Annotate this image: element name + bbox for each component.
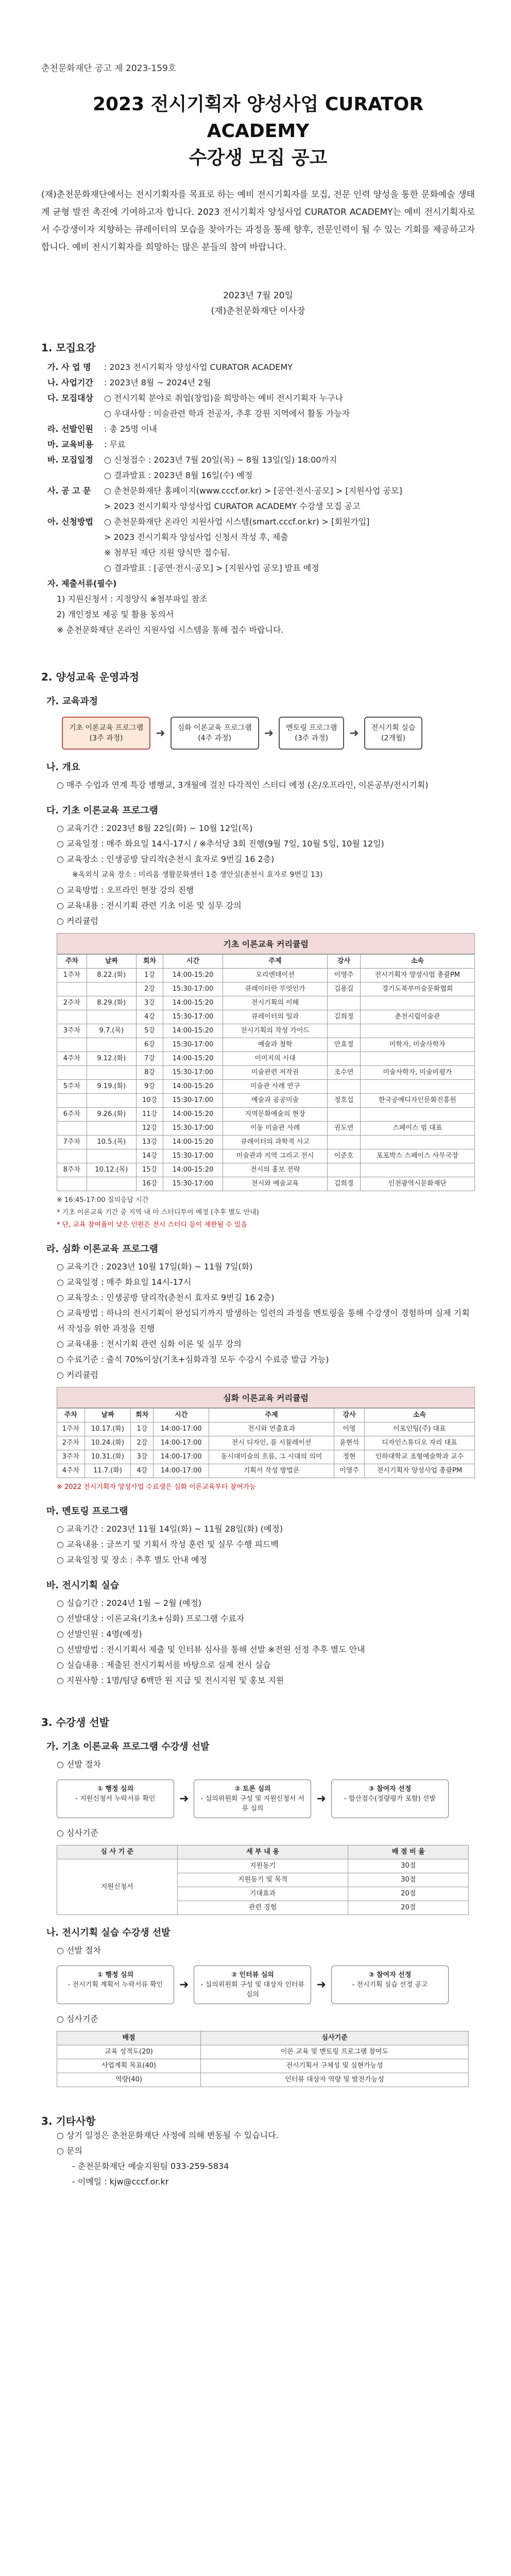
intro-paragraph: (재)춘천문화재단에서는 전시기획자를 목표로 하는 예비 전시기획자를 모집, 전문 인력 양성을 통한 문화예술 생태계 균형 발전 촉진에 기여하고자 합니다. 2023 전시기획자 양성사업 CURATOR ACADEMY는 예비 전시기획자로서 수강생이자 지향하는 큐레이터의 모습을 찾아가는 과정을 통해 향후, 전문인력이 될 수 있는 기회를 제공하고자 합니다. 예비 전시기획자를 희망하는 많은 분들의 참여 바랍니다. [41, 190, 475, 252]
practice-heading: 바. 전시기획 실습 [46, 1580, 120, 1591]
title-line-1: 2023 전시기획자 양성사업 CURATOR ACADEMY [92, 94, 424, 142]
recruit-row: 자. 제출서류(필수) [47, 579, 117, 588]
issue-date-block [41, 288, 475, 319]
table-cell: 1강 [136, 969, 163, 982]
table-cell: 14강 [136, 1149, 163, 1163]
table-cell: 14:00-15:20 [163, 1024, 223, 1038]
recruit-row: 아. 신청방법 ○ 춘천문화재단 온라인 지원사업 시스템(smart.cccf.or.kr) > [회원가입] [47, 517, 370, 527]
table-cell: 전시 디자인, 룸 시뮬레이션 [209, 1436, 334, 1450]
table-cell: 4강 [131, 1464, 154, 1478]
recruit-row: 가. 사 업 명 : 2023 전시기획자 양성사업 CURATOR ACADEMY [47, 362, 293, 372]
arrow-right-icon: ➜ [264, 726, 274, 740]
table-cell: 안효정 [328, 1038, 360, 1052]
basic-program-heading: 다. 기초 이론교육 프로그램 [46, 805, 158, 816]
doc-item: ※ 춘천문화재단 온라인 지원사업 시스템을 통해 접수 바랍니다. [57, 625, 284, 635]
table-cell: 4주차 [57, 1464, 85, 1478]
table-cell: 14:00-17:00 [154, 1464, 209, 1478]
basic-row: ※옥외식 교육 장소 : 미리움 생활문화센터 1층 생안실(춘천시 효자로 9번길 13) [72, 871, 323, 879]
table-cell: 전시의 홍보 전략 [223, 1163, 328, 1177]
table-cell [87, 1094, 136, 1108]
recruit-row: 다. 모집대상 ○ 전시기획 분야로 취업(창업)을 희망하는 예비 전시기획자 누구나 [47, 393, 343, 403]
table-cell [87, 1122, 136, 1136]
table-cell: 10.5.(목) [87, 1136, 136, 1149]
criteria-label: ○ 심사기준 [57, 1828, 98, 1838]
table-cell: 9.26.(화) [87, 1108, 136, 1122]
table-row [57, 1464, 475, 1478]
table-cell: 4강 [136, 1010, 163, 1024]
table-cell: 8주차 [57, 1163, 87, 1177]
table-row [57, 982, 475, 996]
table-cell: 전시와 예술교육 [223, 1177, 328, 1191]
table-cell: 춘천시립미술관 [360, 1010, 474, 1024]
table-cell [328, 1080, 360, 1094]
table-row [57, 1163, 475, 1177]
recruit-row: 나. 사업기간 : 2023년 8월 ~ 2024년 2월 [47, 378, 211, 387]
table-cell [57, 1149, 87, 1163]
practice-selection-heading: 나. 전시기획 실습 수강생 선발 [46, 1927, 171, 1938]
table-cell [328, 1108, 360, 1122]
basic-note: * 기초 이론교육 기간 중 지역 내 미 스터디투어 예정 (추후 별도 안내) [57, 1209, 259, 1216]
table-cell: 전시기획자 양성사업 총괄PM [360, 969, 474, 982]
table-cell: 14:00-15:20 [163, 996, 223, 1010]
table-cell: 15:30-17:00 [163, 1122, 223, 1136]
advanced-program-heading: 라. 심화 이론교육 프로그램 [46, 1244, 158, 1255]
table-cell: 미술사학자, 미술비평가 [360, 1066, 474, 1080]
table-cell: 미학자, 미술사학자 [360, 1038, 474, 1052]
flow-step-basic: 기초 이론교육 프로그램 (3주 과정) [62, 717, 150, 750]
recruit-row: 마. 교육비용 : 무료 [47, 439, 126, 449]
table-row [57, 1094, 475, 1108]
table-cell: 12강 [136, 1122, 163, 1136]
table-row [57, 996, 475, 1010]
adv-row: ○ 교육방법 : 하나의 전시기획이 완성되기까지 발생하는 일련의 과정을 멘토링을 통해 수강생이 경험하며 실제 기획서 작성을 위한 과정을 진행 [57, 1308, 470, 1333]
table-cell: 큐레이터의 과학적 사고 [223, 1136, 328, 1149]
table-cell: 5주차 [57, 1080, 87, 1094]
table-cell: 전시기획의 이해 [223, 996, 328, 1010]
practice-row: ○ 선발인원 : 4명(예정) [57, 1629, 142, 1639]
table-cell [360, 1052, 474, 1066]
mentoring-heading: 마. 멘토링 프로그램 [46, 1506, 128, 1517]
basic-row: ○ 교육내용 : 전시기획 관련 기초 이론 및 실무 강의 [57, 901, 242, 910]
table-cell: 14:00-17:00 [154, 1422, 209, 1436]
adv-row: ○ 수료기준 : 출석 70%이상(기초+심화과정 모두 수강시 수료증 발급 가능) [57, 1354, 329, 1364]
selection-flow-basic [57, 1780, 475, 1818]
table-header-cell: 강사 [334, 1409, 365, 1422]
basic-row: ○ 커리큘럼 [57, 916, 98, 926]
page-title [41, 91, 475, 172]
table-cell: 경기도북부미술문화협회 [360, 982, 474, 996]
selection-procedure-label: ○ 선발 절차 [57, 1945, 101, 1955]
section-selection-heading: 3. 수강생 선발 [41, 1716, 110, 1728]
adv-row: ○ 교육장소 : 인생공방 달리작(춘천시 효자로 9번길 16 2층) [57, 1293, 275, 1302]
table-cell [57, 1010, 87, 1024]
table-header-cell: 시간 [154, 1409, 209, 1422]
table-cell: 8강 [136, 1066, 163, 1080]
table-cell: 전시기획자 양성사업 총괄PM [364, 1464, 474, 1478]
table-cell [328, 996, 360, 1010]
table-header-cell: 소속 [364, 1409, 474, 1422]
table-cell: 14:00-15:20 [163, 1108, 223, 1122]
section-course-heading: 2. 양성교육 운영과정 [41, 671, 139, 683]
table-cell: 14:00-15:20 [163, 1080, 223, 1094]
table-row [57, 1450, 475, 1464]
practice-row: ○ 지원사항 : 1명/팀당 6백만 원 지급 및 전시지원 및 홍보 지원 [57, 1675, 284, 1685]
table-cell: 9.7.(목) [87, 1024, 136, 1038]
table-cell: 10.24.(화) [84, 1436, 130, 1450]
table-cell: 2강 [136, 982, 163, 996]
table-cell [360, 1163, 474, 1177]
table-cell: 지역문화예술의 현장 [223, 1108, 328, 1122]
notice-number: 춘천문화재단 공고 제 2023-159호 [41, 63, 177, 74]
table-row [57, 1149, 475, 1163]
recruit-row: > 2023 전시기획자 양성사업 CURATOR ACADEMY 수강생 모집 공고 [104, 501, 361, 511]
adv-row: ○ 교육기간 : 2023년 10월 17일(화) ~ 11월 7일(화) [57, 1262, 253, 1272]
table-cell [57, 1066, 87, 1080]
table-cell: 한국공예디자인문화진흥원 [360, 1094, 474, 1108]
issuing-organization: (재)춘천문화재단 이사장 [211, 306, 305, 316]
table-cell: 정현 [334, 1450, 365, 1464]
table-row [57, 1080, 475, 1094]
table-cell: 2강 [131, 1436, 154, 1450]
recruit-row: ○ 우대사항 : 미술관련 학과 전공자, 추후 강원 지역에서 활동 가능자 [104, 409, 350, 418]
table-cell: 오리엔테이션 [223, 969, 328, 982]
table-cell [57, 1038, 87, 1052]
table-cell: 11.7.(화) [84, 1464, 130, 1478]
table-cell: 8.22.(화) [87, 969, 136, 982]
table-cell: 10.17.(화) [84, 1422, 130, 1436]
table-cell: 이미지의 시대 [223, 1052, 328, 1066]
table-cell: 6강 [136, 1038, 163, 1052]
table-cell: 동시대미술의 흐름, 그 시대의 의미 [209, 1450, 334, 1464]
table-cell [87, 982, 136, 996]
selection-flow-practice [57, 1965, 475, 2004]
table-row [57, 1177, 475, 1191]
table-cell [57, 982, 87, 996]
table-cell: 10강 [136, 1094, 163, 1108]
table-cell [87, 1066, 136, 1080]
selection-step: ② 인터뷰 심의 - 심의위원회 구성 및 대상자 인터뷰 심의 [194, 1965, 311, 2004]
table-cell: 전시기획의 작성 가이드 [223, 1024, 328, 1038]
basic-row: ○ 교육방법 : 오프라인 현장 강의 진행 [57, 885, 194, 895]
basic-note-warning: * 단, 교육 참여율이 낮은 인원은 전시 스터디 등이 제한될 수 있음 [57, 1221, 248, 1229]
table-cell: 5강 [136, 1024, 163, 1038]
recruit-row: 사. 공 고 문 ○ 춘천문화재단 홈페이지(www.cccf.or.kr) > [공연·전시·공모] > [지원사업 공모] [47, 486, 402, 496]
table-cell: 3주차 [57, 1450, 85, 1464]
recruit-row: ○ 결과발표 : [공연·전시·공모] > [지원사업 공모] 발표 예정 [104, 563, 319, 573]
doc-item: 2) 개인정보 제공 및 활용 동의서 [57, 609, 174, 619]
table-header-cell: 회차 [131, 1409, 154, 1422]
table-cell: 15:30-17:00 [163, 1094, 223, 1108]
section-recruitment-heading: 1. 모집요강 [41, 342, 96, 354]
table-cell [87, 1038, 136, 1052]
adv-row: ○ 교육일정 : 매주 화요일 14시-17시 [57, 1277, 192, 1287]
table-row [57, 1052, 475, 1066]
table-cell: 10.31.(화) [84, 1450, 130, 1464]
basic-row: ○ 교육일정 : 매주 화요일 14시-17시 / ※추석당 3회 진행(9월 7일, 10월 5일, 10월 12일) [57, 839, 384, 849]
table-cell: 권도연 [328, 1122, 360, 1136]
table-cell: 미술관 사례 연구 [223, 1080, 328, 1094]
table-row [57, 1010, 475, 1024]
selection-step: ① 행정 심의 - 전시기획 계획서 누락서류 확인 [57, 1965, 174, 2004]
table-row [57, 1136, 475, 1149]
table-cell: 8.29.(화) [87, 996, 136, 1010]
table-cell: 13강 [136, 1136, 163, 1149]
basic-table-title: 기초 이론교육 커리큘럼 [57, 933, 475, 954]
table-cell [87, 1177, 136, 1191]
table-cell: 10.12.(목) [87, 1163, 136, 1177]
table-cell: 7주차 [57, 1136, 87, 1149]
selection-step: ② 토론 심의 - 심의위원회 구성 및 지원신청서 서류 심의 [194, 1780, 311, 1818]
table-header-cell: 주제 [209, 1409, 334, 1422]
table-header-cell: 강사 [328, 955, 360, 969]
basic-row: ○ 교육기간 : 2023년 8월 22일(화) ~ 10월 12일(목) [57, 823, 253, 833]
table-header-cell: 시간 [163, 955, 223, 969]
table-cell: 1주차 [57, 1422, 85, 1436]
advanced-table-title: 심화 이론교육 커리큘럼 [57, 1387, 475, 1408]
overview-text: ○ 매주 수업과 연계 특강 병행교, 3개월에 걸친 다각적인 스터디 예정 (온/오프라인, 이론공부/전시기획) [57, 780, 429, 790]
table-cell: 6주차 [57, 1108, 87, 1122]
table-cell: 인천광역시문화재단 [360, 1177, 474, 1191]
table-cell: 조수연 [328, 1066, 360, 1080]
table-cell: 이영주 [334, 1464, 365, 1478]
basic-row: ○ 교육장소 : 인생공방 달리작(춘천시 효자로 9번길 16 2층) [57, 854, 275, 864]
advanced-note: ※ 2022 전시기획자 양성사업 수료생은 심화 이론교육부터 참여가능 [57, 1483, 256, 1491]
table-cell: 15:30-17:00 [163, 1010, 223, 1024]
table-header-cell: 날짜 [87, 955, 136, 969]
table-header-cell: 주제 [223, 955, 328, 969]
arrow-right-icon: ➜ [316, 1978, 326, 1991]
table-row [57, 1066, 475, 1080]
basic-note: ※ 16:45-17:00 질의응답 시간 [57, 1196, 149, 1204]
table-cell [360, 996, 474, 1010]
table-cell [57, 1177, 87, 1191]
table-cell: 2주차 [57, 996, 87, 1010]
table-cell: 14:00-15:20 [163, 1052, 223, 1066]
table-cell: 정호섭 [328, 1094, 360, 1108]
table-cell: 9.12.(화) [87, 1052, 136, 1066]
selection-step: ③ 참여자 선정 - 합산점수(정량평가 포함) 선발 [331, 1780, 449, 1818]
mentor-row: ○ 교육내용 : 글쓰기 및 기획서 작성 훈련 및 실무 수행 피드백 [57, 1539, 279, 1549]
course-flow [62, 717, 475, 750]
practice-row: ○ 실습내용 : 제출된 전시기획서를 바탕으로 실제 전시 실습 [57, 1660, 271, 1670]
table-cell: 15:30-17:00 [163, 1038, 223, 1052]
section-misc-heading: 3. 기타사항 [41, 2115, 96, 2127]
table-cell: 14:00-15:20 [163, 1136, 223, 1149]
table-cell: 큐레이터의 일과 [223, 1010, 328, 1024]
table-cell: 14:00-17:00 [154, 1436, 209, 1450]
selection-step: ① 행정 심의 - 지원신청서 누락서류 확인 [57, 1780, 174, 1818]
table-cell [57, 1122, 87, 1136]
criteria-table-practice: 배점 심사기준 교육 성적도(20) 이론 교육 및 멘토링 프로그램 참여도 사업계획 목표(40) 전시기획서 구체성 및 실현가능성 역량(40) 인터뷰 대상자 역량 및 발전가능성 [57, 2031, 469, 2087]
arrow-right-icon: ➜ [179, 1792, 189, 1805]
table-cell [328, 1024, 360, 1038]
table-cell: 9강 [136, 1080, 163, 1094]
table-cell: 윤현석 [334, 1436, 365, 1450]
misc-row: ○ 문의 [57, 2146, 82, 2156]
table-cell: 14:00-15:20 [163, 1163, 223, 1177]
table-cell: 14:00-17:00 [154, 1450, 209, 1464]
course-structure-heading: 가. 교육과정 [46, 696, 98, 707]
table-row [57, 1038, 475, 1052]
table-cell: 스페이스 빔 대표 [360, 1122, 474, 1136]
table-cell: 김용길 [328, 982, 360, 996]
table-header-cell: 주차 [57, 1409, 85, 1422]
table-cell [360, 1108, 474, 1122]
table-cell: 이준호 [328, 1149, 360, 1163]
table-cell [87, 1010, 136, 1024]
table-cell: 1강 [131, 1422, 154, 1436]
mentor-row: ○ 교육기간 : 2023년 11월 14일(화) ~ 11월 28일(화) (예정) [57, 1524, 283, 1534]
table-cell [87, 1149, 136, 1163]
table-cell: 전시와 연출효과 [209, 1422, 334, 1436]
table-cell: 디자인스튜디오 자리 대표 [364, 1436, 474, 1450]
table-cell: 이동 미술관 사례 [223, 1122, 328, 1136]
table-row [57, 1422, 475, 1436]
table-row [57, 1436, 475, 1450]
table-cell: 15:30-17:00 [163, 982, 223, 996]
table-cell [360, 1080, 474, 1094]
overview-heading: 나. 개요 [46, 762, 80, 773]
recruit-row: 바. 모집일정 ○ 신청접수 : 2023년 7월 20일(목) ~ 8월 13일(일) 18:00까지 [47, 455, 337, 465]
criteria-table-basic: 심 사 기 준 세 부 내 용 배 점 비 율 지원신청서 지원동기 30점 지원동기 및 목적 30점 기대효과 20점 관련 경험 20점 [57, 1845, 469, 1915]
mentor-row: ○ 교육일정 및 장소 : 추후 별도 안내 예정 [57, 1555, 207, 1565]
doc-item: 1) 지원신청서 : 지정양식 ※첨부파일 참조 [57, 594, 208, 604]
table-cell: 김희경 [328, 1177, 360, 1191]
arrow-right-icon: ➜ [179, 1978, 189, 1991]
flow-step-advanced: 심화 이론교육 프로그램 (4주 과정) [171, 717, 259, 750]
table-cell: 예술과 공공미술 [223, 1094, 328, 1108]
flow-step-practice: 전시기획 실습 (2개월) [364, 717, 423, 750]
table-cell: 이영주 [328, 969, 360, 982]
table-cell: 3강 [131, 1450, 154, 1464]
table-cell: 16강 [136, 1177, 163, 1191]
table-row [57, 1122, 475, 1136]
arrow-right-icon: ➜ [316, 1792, 326, 1805]
recruit-row: > 2023 전시기획자 양성사업 신청서 작성 후, 제출 [104, 532, 288, 542]
table-cell [328, 1136, 360, 1149]
table-cell [328, 1052, 360, 1066]
table-cell: 15:30-17:00 [163, 1177, 223, 1191]
title-line-2: 수강생 모집 공고 [189, 147, 328, 168]
table-cell: 기획서 작성 방법론 [209, 1464, 334, 1478]
adv-row: ○ 커리큘럼 [57, 1370, 98, 1380]
table-cell: 미술관과 지역 그리고 전시 [223, 1149, 328, 1163]
practice-row: ○ 선발방법 : 전시기획서 제출 및 인터뷰 심사를 통해 선발 ※전원 선정 추후 별도 안내 [57, 1645, 365, 1654]
table-header-cell: 소속 [360, 955, 474, 969]
table-cell: 15강 [136, 1163, 163, 1177]
practice-row: ○ 선발대상 : 이론교육(기초+심화) 프로그램 수료자 [57, 1614, 245, 1623]
advanced-curriculum-table [57, 1387, 475, 1478]
table-row [57, 1024, 475, 1038]
recruit-row: 라. 선발인원 : 총 25명 이내 [47, 424, 157, 434]
basic-selection-heading: 가. 기초 이론교육 프로그램 수강생 선발 [46, 1741, 210, 1752]
recruit-row: ※ 첨부된 재단 지원 양식만 접수됨. [104, 548, 230, 557]
contact-email: - 이메일 : kjw@cccf.or.kr [72, 2177, 169, 2187]
table-cell: 15:30-17:00 [163, 1149, 223, 1163]
table-cell [360, 1024, 474, 1038]
table-cell: 김희정 [328, 1010, 360, 1024]
adv-row: ○ 교육내용 : 전시기획 관련 심화 이론 및 실무 강의 [57, 1339, 242, 1349]
table-header-cell: 날짜 [84, 1409, 130, 1422]
table-cell [360, 1136, 474, 1149]
flow-step-mentoring: 멘토링 프로그램 (3주 과정) [279, 717, 344, 750]
table-cell: 큐레이터란 무엇인가 [223, 982, 328, 996]
basic-curriculum-table [57, 933, 475, 1191]
criteria-label: ○ 심사기준 [57, 2014, 98, 2024]
table-cell: 이포인팅(주) 대표 [364, 1422, 474, 1436]
table-cell: 4주차 [57, 1052, 87, 1066]
arrow-right-icon: ➜ [156, 726, 165, 740]
table-cell: 미술관련 저작권 [223, 1066, 328, 1080]
table-header-cell: 주차 [57, 955, 87, 969]
table-cell [328, 1163, 360, 1177]
recruitment-rows [41, 360, 475, 638]
table-cell: 15:30-17:00 [163, 1066, 223, 1080]
table-cell: 7강 [136, 1052, 163, 1066]
table-cell: 11강 [136, 1108, 163, 1122]
table-cell: 1주차 [57, 969, 87, 982]
practice-row: ○ 실습기간 : 2024년 1월 ~ 2월 (예정) [57, 1598, 202, 1608]
table-cell [57, 1094, 87, 1108]
table-cell: 2주차 [57, 1436, 85, 1450]
table-cell: 3주차 [57, 1024, 87, 1038]
arrow-right-icon: ➜ [349, 726, 359, 740]
table-header-cell: 회차 [136, 955, 163, 969]
table-cell: 이영 [334, 1422, 365, 1436]
selection-step: ③ 참여자 선정 - 전시기획 실습 선정 공고 [331, 1965, 449, 2004]
table-cell: 14:00-15:20 [163, 969, 223, 982]
table-cell: 포포박스 스페이스 사무국장 [360, 1149, 474, 1163]
table-row [57, 969, 475, 982]
contact-phone: - 춘천문화재단 예술지원팀 033-259-5834 [72, 2161, 229, 2171]
table-cell: 예술과 철학 [223, 1038, 328, 1052]
recruit-row: ○ 결과발표 : 2023년 8월 16일(수) 예정 [104, 470, 253, 480]
table-cell: 인하대학교 조형예술학과 교수 [364, 1450, 474, 1464]
misc-row: ○ 상기 일정은 춘천문화재단 사정에 의해 변동될 수 있습니다. [57, 2130, 279, 2140]
selection-procedure-label: ○ 선발 절차 [57, 1759, 101, 1769]
table-row [57, 1108, 475, 1122]
table-cell: 9.19.(화) [87, 1080, 136, 1094]
issue-date: 2023년 7월 20일 [223, 291, 293, 301]
table-cell: 3강 [136, 996, 163, 1010]
